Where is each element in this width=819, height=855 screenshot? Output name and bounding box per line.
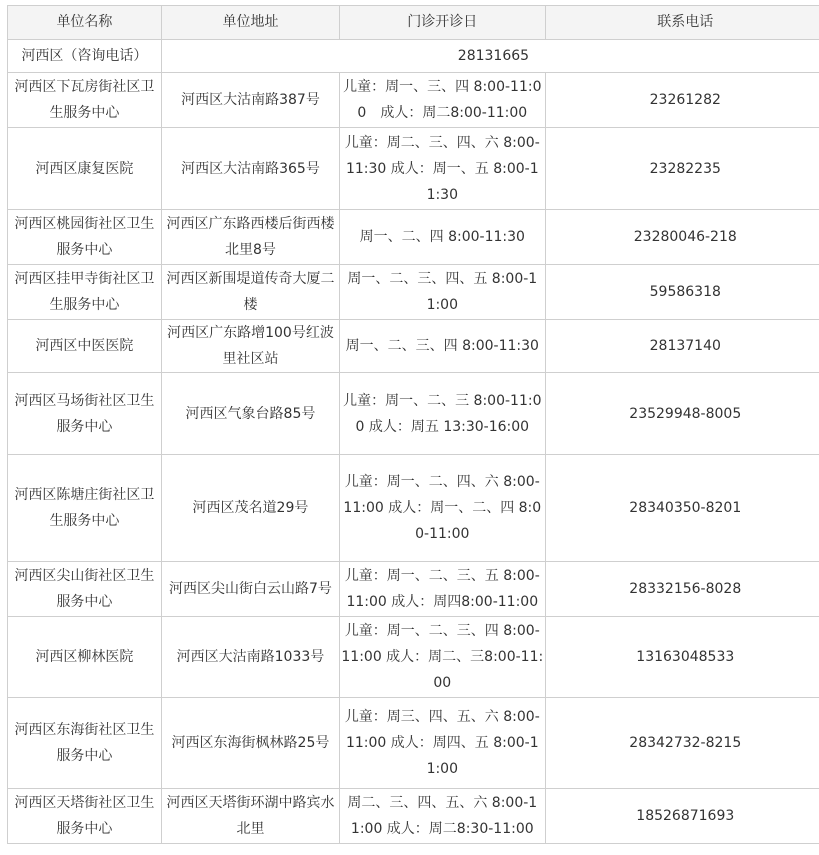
- unit-name: 河西区柳林医院: [8, 617, 162, 698]
- unit-address: 河西区茂名道29号: [161, 455, 339, 562]
- clinic-schedule-table: [7, 5, 819, 844]
- unit-phone: 18526871693: [545, 789, 819, 844]
- table-row: [8, 265, 819, 320]
- unit-address: 河西区尖山街白云山路7号: [161, 562, 339, 617]
- unit-phone: 28342732-8215: [545, 698, 819, 789]
- unit-phone: 23280046-218: [545, 210, 819, 265]
- unit-name: 河西区康复医院: [8, 128, 162, 210]
- header-unit-name: 单位名称: [8, 6, 162, 40]
- unit-address: 河西区广东路增100号红波里社区站: [161, 320, 339, 373]
- clinic-hours: 周二、三、四、五、六 8:00-11:00 成人：周二8:30-11:00: [340, 789, 546, 844]
- unit-phone: 13163048533: [545, 617, 819, 698]
- unit-address: 河西区大沽南路365号: [161, 128, 339, 210]
- unit-name: 河西区尖山街社区卫生服务中心: [8, 562, 162, 617]
- clinic-hours: 周一、二、三、四、五 8:00-11:00: [340, 265, 546, 320]
- clinic-hours: 儿童：周三、四、五、六 8:00-11:00 成人：周四、五 8:00-11:00: [340, 698, 546, 789]
- unit-name: 河西区陈塘庄街社区卫生服务中心: [8, 455, 162, 562]
- table-row: [8, 373, 819, 455]
- header-clinic-days: 门诊开诊日: [340, 6, 546, 40]
- header-phone: 联系电话: [545, 6, 819, 40]
- unit-name: 河西区中医医院: [8, 320, 162, 373]
- unit-address: 河西区新围堤道传奇大厦二楼: [161, 265, 339, 320]
- unit-address: 河西区天塔街环湖中路宾水北里: [161, 789, 339, 844]
- table-row: [8, 789, 819, 844]
- table-row: [8, 698, 819, 789]
- clinic-hours: 儿童：周一、二、四、六 8:00-11:00 成人：周一、二、四 8:00-11:00: [340, 455, 546, 562]
- table-header-row: [8, 6, 819, 40]
- table-row: [8, 210, 819, 265]
- unit-name: 河西区下瓦房街社区卫生服务中心: [8, 73, 162, 128]
- unit-name: 河西区桃园街社区卫生服务中心: [8, 210, 162, 265]
- unit-address: 河西区大沽南路1033号: [161, 617, 339, 698]
- clinic-hours: 儿童：周一、二、三、四 8:00-11:00 成人：周二、三8:00-11:00: [340, 617, 546, 698]
- unit-address: 河西区大沽南路387号: [161, 73, 339, 128]
- unit-phone: 28340350-8201: [545, 455, 819, 562]
- clinic-hours: 儿童：周二、三、四、六 8:00-11:30 成人：周一、五 8:00-11:30: [340, 128, 546, 210]
- unit-phone: 23261282: [545, 73, 819, 128]
- unit-name: 河西区马场街社区卫生服务中心: [8, 373, 162, 455]
- unit-phone: 59586318: [545, 265, 819, 320]
- hotline-name: 河西区（咨询电话）: [8, 40, 162, 73]
- hotline-row: [8, 40, 819, 73]
- clinic-hours: 儿童：周一、二、三 8:00-11:00 成人：周五 13:30-16:00: [340, 373, 546, 455]
- unit-phone: 23282235: [545, 128, 819, 210]
- clinic-hours: 儿童：周一、三、四 8:00-11:00 成人：周二8:00-11:00: [340, 73, 546, 128]
- clinic-hours: 周一、二、三、四 8:00-11:30: [340, 320, 546, 373]
- unit-name: 河西区东海街社区卫生服务中心: [8, 698, 162, 789]
- unit-address: 河西区气象台路85号: [161, 373, 339, 455]
- header-unit-address: 单位地址: [161, 6, 339, 40]
- hotline-phone: 28131665: [161, 40, 819, 73]
- table-row: [8, 617, 819, 698]
- unit-address: 河西区广东路西楼后街西楼北里8号: [161, 210, 339, 265]
- unit-name: 河西区挂甲寺街社区卫生服务中心: [8, 265, 162, 320]
- clinic-hours: 周一、二、四 8:00-11:30: [340, 210, 546, 265]
- table-row: [8, 562, 819, 617]
- unit-phone: 28137140: [545, 320, 819, 373]
- table-row: [8, 455, 819, 562]
- clinic-hours: 儿童：周一、二、三、五 8:00-11:00 成人：周四8:00-11:00: [340, 562, 546, 617]
- unit-phone: 28332156-8028: [545, 562, 819, 617]
- unit-phone: 23529948-8005: [545, 373, 819, 455]
- table-row: [8, 128, 819, 210]
- table-row: [8, 320, 819, 373]
- unit-name: 河西区天塔街社区卫生服务中心: [8, 789, 162, 844]
- table-row: [8, 73, 819, 128]
- unit-address: 河西区东海街枫林路25号: [161, 698, 339, 789]
